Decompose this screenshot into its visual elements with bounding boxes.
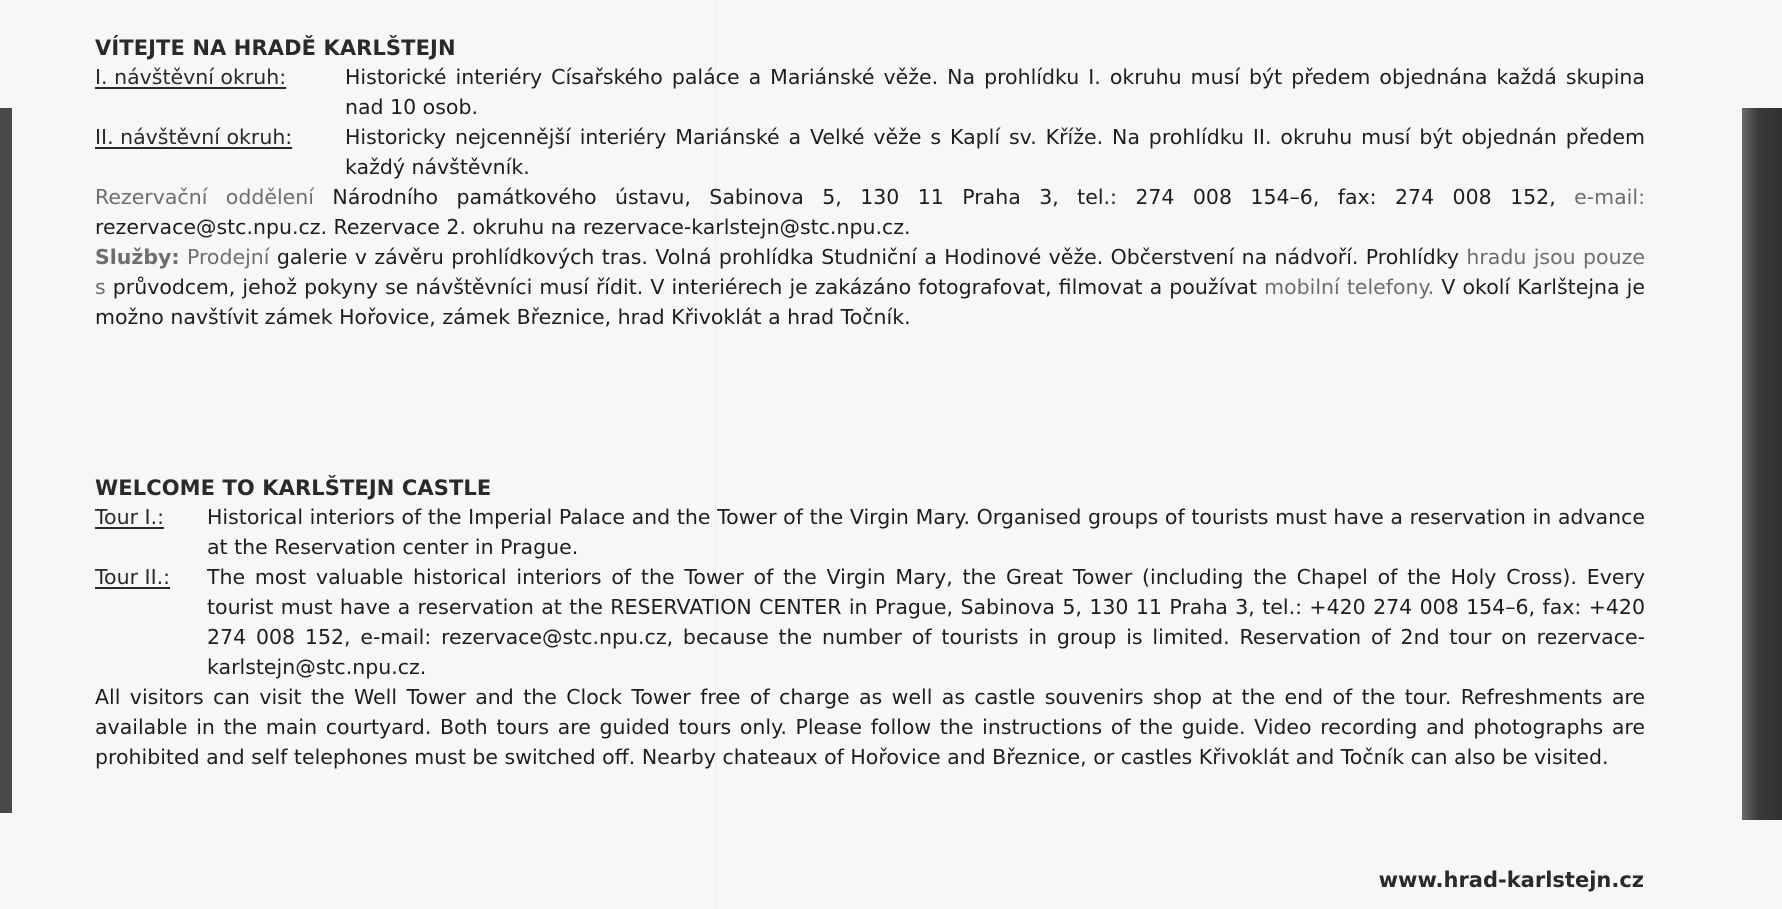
czech-tour-1-label: I. návštěvní okruh: <box>95 65 287 89</box>
czech-tour-2-label: II. návštěvní okruh: <box>95 125 293 149</box>
english-section <box>95 474 1645 772</box>
czech-reservation-text: Národního památkového ústavu, Sabinova 5, 130 11 Praha 3, tel.: 274 008 154–6, fax: 274 008 152, <box>332 185 1556 209</box>
english-tour-2 <box>95 562 1645 682</box>
czech-tour-2 <box>95 122 1645 182</box>
czech-services-faded-3: mobilní telefony. <box>1264 275 1435 299</box>
english-tour-1-text: Historical interiors of the Imperial Palace and the Tower of the Virgin Mary. Organised groups of tourists must have a reservation in advance at the Reservation center in Prague. <box>207 505 1645 559</box>
website-url: www.hrad-karlstejn.cz <box>1378 868 1644 892</box>
english-tour-2-text: The most valuable historical interiors of the Tower of the Virgin Mary, the Great Tower (including the Chapel of the Holy Cross). Every tourist must have a reservation at the RESERVATION CENTER in Prague, Sabinova 5, 130 11 Praha 3, tel.: +420 274 008 154–6, fax: +420 274 008 152, e-mail: rezervace@stc.npu.cz, because the number of tourists in group is limited. Reservation of 2nd tour on rezervace-karlstejn@stc.npu.cz. <box>207 565 1645 679</box>
section-gap <box>95 332 1645 474</box>
czech-services-text-2: průvodcem, jehož pokyny se návštěvníci musí řídit. V interiérech je zakázáno fotografovat, filmovat a používat <box>112 275 1258 299</box>
czech-tour-1 <box>95 62 1645 122</box>
czech-reservation-prefix: Rezervační oddělení <box>95 185 314 209</box>
english-heading: WELCOME TO KARLŠTEJN CASTLE <box>95 476 492 500</box>
czech-services-faded-2: hradu jsou pouze s <box>95 245 1645 299</box>
czech-services-label: Služby: <box>95 245 180 269</box>
czech-services <box>95 242 1645 332</box>
english-tour-1 <box>95 502 1645 562</box>
right-edge-bar <box>1742 108 1782 820</box>
czech-email-text: rezervace@stc.npu.cz. Rezervace 2. okruhu na rezervace-karlstejn@stc.npu.cz. <box>95 215 911 239</box>
czech-email-label: e-mail: <box>1574 185 1645 209</box>
document <box>95 34 1645 772</box>
czech-heading: VÍTEJTE NA HRADĚ KARLŠTEJN <box>95 36 456 60</box>
czech-section <box>95 34 1645 332</box>
czech-services-faded: Prodejní <box>186 245 270 269</box>
czech-services-text: galerie v závěru prohlídkových tras. Volná prohlídka Studniční a Hodinové věže. Občerstvení na nádvoří. Prohlídky <box>276 245 1459 269</box>
czech-services-text-3: V okolí Karlštejna je možno navštívit zámek Hořovice, zámek Březnice, hrad Křivoklát a hrad Točník. <box>95 275 1645 329</box>
english-tour-1-label: Tour I.: <box>95 505 164 529</box>
left-edge-bar <box>0 108 12 813</box>
english-general-info: All visitors can visit the Well Tower and the Clock Tower free of charge as well as castle souvenirs shop at the end of the tour. Refreshments are available in the main courtyard. Both tours are guided tours only. Please follow the instructions of the guide. Video recording and photographs are prohibited and self telephones must be switched off. Nearby chateaux of Hořovice and Březnice, or castles Křivoklát and Točník can also be visited. <box>95 685 1645 769</box>
czech-reservation <box>95 182 1645 242</box>
czech-tour-1-text: Historické interiéry Císařského paláce a Mariánské věže. Na prohlídku I. okruhu musí být předem objednána každá skupina nad 10 osob. <box>345 65 1645 119</box>
czech-tour-2-text: Historicky nejcennější interiéry Mariánské a Velké věže s Kaplí sv. Kříže. Na prohlídku II. okruhu musí být objednán předem každý návštěvník. <box>345 125 1645 179</box>
english-tour-2-label: Tour II.: <box>95 565 171 589</box>
